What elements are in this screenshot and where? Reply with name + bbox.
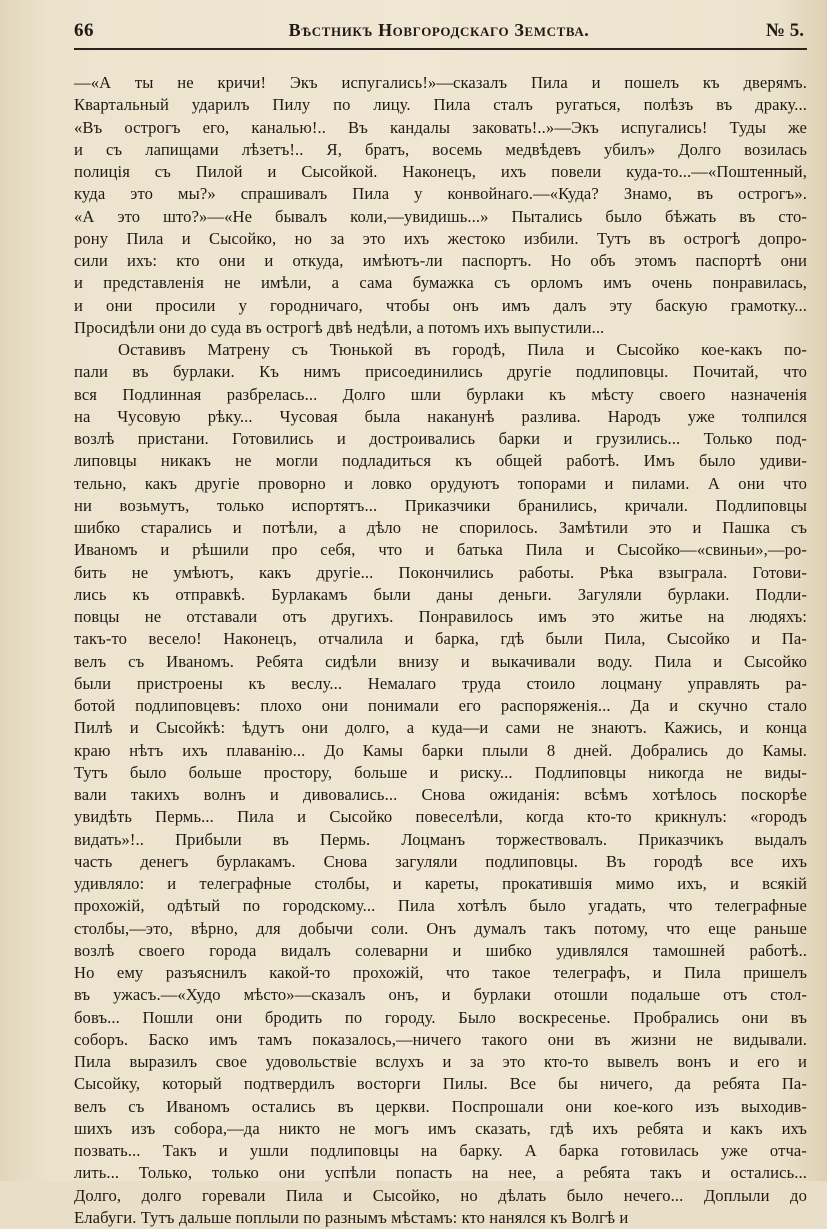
text-line: Просидѣли они до суда въ острогѣ двѣ недѣли, а потомъ ихъ выпустили... <box>74 317 605 337</box>
running-header <box>74 18 804 48</box>
text-line: часть денегъ бурлакамъ. Снова загуляли подлиповцы. Въ городѣ все ихъ <box>74 851 807 871</box>
paragraph <box>74 72 807 339</box>
text-line: ботой подлиповцевъ: плохо они понимали его распоряженія... Да и скучно стало <box>74 696 807 715</box>
text-line: Тутъ было больше простору, больше и риску... Подлиповцы никогда не виды- <box>74 762 807 782</box>
text-line: лить... Только, только они успѣли попасть на нее, а ребята такъ и остались... <box>74 1163 807 1183</box>
text-line: Елабуги. Тутъ дальше поплыли по разнымъ мѣстамъ: кто нанялся къ Волгѣ и <box>74 1207 629 1227</box>
text-line: Квартальный ударилъ Пилу по лицу. Пила сталъ ругаться, полѣзъ въ драку... <box>74 95 807 115</box>
text-line: —«А ты не кричи! Экъ испугались!»—сказалъ Пила и пошелъ къ дверямъ. <box>74 73 807 92</box>
text-line: «Въ острогъ его, каналью!.. Въ кандалы заковать!..»—Экъ испугались! Туды же <box>74 117 807 137</box>
text-line: позвать... Такъ и ушли подлиповцы на барку. А барка готовилась уже отча- <box>74 1141 807 1160</box>
text-line: велъ съ Иваномъ. Ребята сидѣли внизу и выкачивали воду. Пила и Сысойко <box>74 651 807 671</box>
text-line: удивляло: и телеграфные столбы, и кареты, прокатившія мимо ихъ, и всякій <box>74 874 807 893</box>
text-line: и они просили у городничаго, чтобы онъ имъ далъ эту баскую грамотку... <box>74 295 807 315</box>
text-line: видать»!.. Прибыли въ Пермь. Лоцманъ торжествовалъ. Приказчикъ выдалъ <box>74 829 807 849</box>
text-line: Иваномъ и рѣшили про себя, что и батька Пила и Сысойко—«свиньи»,—ро- <box>74 540 807 560</box>
page-body <box>74 72 807 1229</box>
text-line: шихъ изъ собора,—да никто не могъ имъ сказать, гдѣ ихъ ребята и какъ ихъ <box>74 1118 807 1138</box>
text-line: вся Подлинная разбрелась... Долго шли бурлаки къ мѣсту своего назначенія <box>74 384 807 404</box>
text-line: соборъ. Баско имъ тамъ показалось,—ничего такого они въ жизни не видывали. <box>74 1029 807 1049</box>
text-line: велъ съ Иваномъ остались въ церкви. Поспрошали они кое-кого изъ выходив- <box>74 1096 807 1116</box>
text-line: и съ лапищами лѣзетъ!.. Я, братъ, восемь медвѣдевъ убилъ» Долго возилась <box>74 139 807 159</box>
text-line: пали въ бурлаки. Къ нимъ присоединились другіе подлиповцы. Почитай, что <box>74 362 807 382</box>
page-number: 66 <box>74 20 94 41</box>
text-line: въ ужасъ.—«Худо мѣсто»—сказалъ онъ, и бурлаки отошли подальше отъ стол- <box>74 985 807 1005</box>
text-line: столбы,—это, вѣрно, для добычи соли. Онъ думалъ такъ потому, что еще раньше <box>74 918 807 938</box>
text-line: липовцы никакъ не могли подладиться къ общей работѣ. Имъ было удиви- <box>74 451 807 471</box>
text-line: полиція съ Пилой и Сысойкой. Наконецъ, ихъ повели куда-то...—«Поштенный, <box>74 162 807 181</box>
text-line: возлѣ своего города видалъ солеварни и шибко удивлялся тамошней работѣ.. <box>74 940 807 960</box>
text-line: шибко старались и потѣли, а дѣло не спорилось. Замѣтили это и Пашка съ <box>74 518 807 537</box>
text-line: куда это мы?» спрашивалъ Пила у конвойнаго.—«Куда? Знамо, въ острогъ». <box>74 184 807 204</box>
text-line: Но ему разъяснилъ какой-то прохожій, что такое телеграфъ, и Пила пришелъ <box>74 963 807 982</box>
text-line: сили ихъ: кто они и откуда, имѣютъ-ли паспортъ. Но объ этомъ паспортѣ они <box>74 251 807 270</box>
text-line: были пристроены къ веслу... Немалаго труда стоило лоцману управлять ра- <box>74 673 807 693</box>
text-line: такъ-то весело! Наконецъ, отчалила и барка, гдѣ были Пила, Сысойко и Па- <box>74 629 807 649</box>
text-line: «А это што?»—«Не бывалъ коли,—увидишь...» Пытались было бѣжать въ сто- <box>74 206 807 226</box>
paragraph <box>74 339 807 1229</box>
text-line: и представленія не имѣли, а сама бумажка съ орломъ имъ очень понравилась, <box>74 273 807 293</box>
text-line: увидѣть Пермь... Пила и Сысойко повеселѣли, когда кто-то крикнулъ: «городъ <box>74 807 807 827</box>
text-line: ни возьмутъ, только испортятъ... Приказчики бранились, кричали. Подлиповцы <box>74 495 807 515</box>
text-line: рону Пила и Сысойко, но за это ихъ жестоко избили. Тутъ въ острогѣ допро- <box>74 228 807 248</box>
text-line: на Чусовую рѣку... Чусовая была наканунѣ разлива. Народъ уже толпился <box>74 406 807 426</box>
text-line: бить не умѣютъ, какъ другіе... Покончились работы. Рѣка взыграла. Готови- <box>74 562 807 582</box>
text-line: вали такихъ волнъ и дивовались... Снова ожиданія: всѣмъ хотѣлось поскорѣе <box>74 785 807 804</box>
text-line: Оставивъ Матрену съ Тюнькой въ городѣ, Пила и Сысойко кое-какъ по- <box>118 340 807 359</box>
text-line: Долго, долго горевали Пила и Сысойко, но дѣлать было нечего... Доплыли до <box>74 1185 807 1205</box>
text-line: Пила выразилъ свое удовольствіе вслухъ и за это кто-то вывелъ вонъ и его и <box>74 1052 807 1071</box>
text-line: лись къ отправкѣ. Бурлакамъ были даны деньги. Загуляли бурлаки. Подли- <box>74 584 807 604</box>
text-line: краю нѣтъ ихъ плаванію... До Камы барки плыли 8 дней. Добрались до Камы. <box>74 740 807 760</box>
text-line: повцы не отставали отъ другихъ. Понравилось имъ это житье на людяхъ: <box>74 607 807 626</box>
text-line: возлѣ пристани. Готовились и достроивались барки и грузились... Только под- <box>74 429 807 448</box>
text-line: тельно, какъ другіе проворно и ловко орудуютъ топорами и пилами. А они что <box>74 473 807 493</box>
issue-number: № 5. <box>765 20 804 41</box>
text-line: прохожій, одѣтый по городскому... Пила хотѣлъ было угадать, что телеграфные <box>74 896 807 916</box>
text-line: бовъ... Пошли они бродить по городу. Было воскресенье. Пробрались они въ <box>74 1007 807 1027</box>
text-line: Сысойку, который подтвердилъ восторги Пилы. Все бы ничего, да ребята Па- <box>74 1074 807 1094</box>
text-line: Пилѣ и Сысойкѣ: ѣдутъ они долго, а куда—и сами не знаютъ. Кажись, и конца <box>74 718 807 738</box>
header-rule <box>74 48 807 50</box>
journal-title: Вѣстникъ Новгородскаго Земства. <box>288 20 590 40</box>
